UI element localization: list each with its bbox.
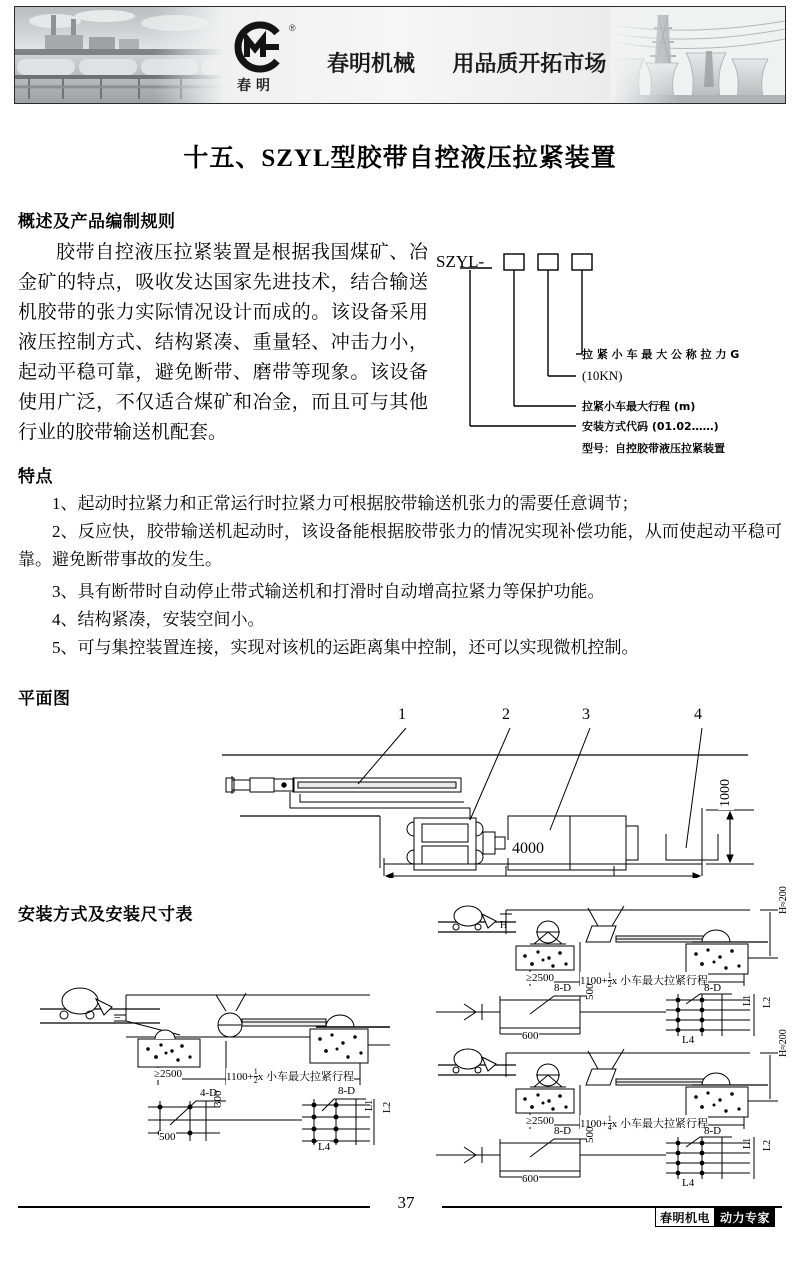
install-l4: L4 bbox=[318, 1141, 331, 1153]
slogan-tagline: 用品质开拓市场 bbox=[452, 52, 607, 77]
formula-numerator: 1 bbox=[607, 1114, 612, 1123]
page-number: 37 bbox=[370, 1193, 442, 1213]
install-l1: L1 bbox=[742, 1137, 753, 1149]
registered-trademark-icon: ® bbox=[289, 23, 296, 33]
install-bolt-right: 8-D bbox=[704, 982, 722, 994]
formula-suffix: x 小车最大拉紧行程 bbox=[611, 1118, 709, 1130]
feature-item-2 bbox=[18, 518, 782, 574]
install-heading: 安装方式及安装尺寸表 bbox=[18, 905, 193, 925]
feature-item-3 bbox=[18, 578, 782, 606]
feature-item-5 bbox=[18, 634, 782, 662]
feature-text: 5、可与集控装置连接，实现对该机的运距离集中控制，还可以实现微机控制。 bbox=[52, 638, 639, 657]
install-dim-formula bbox=[580, 1115, 708, 1132]
install-dim-min: ≥2500 bbox=[526, 1115, 555, 1127]
company-logo bbox=[211, 21, 329, 99]
feature-text: 3、具有断带时自动停止带式输送机和打滑时自动增高拉紧力等保护功能。 bbox=[52, 582, 605, 601]
plan-callout-4: 4 bbox=[694, 706, 702, 723]
install-l1: L1 bbox=[364, 1099, 375, 1111]
install-bolt-left: 4-D bbox=[200, 1087, 218, 1099]
install-l4: L4 bbox=[682, 1177, 695, 1189]
overview-heading: 概述及产品编制规则 bbox=[18, 212, 176, 232]
install-base-width: 500 bbox=[159, 1131, 176, 1143]
install-base-depth: 300 bbox=[212, 1090, 224, 1107]
formula-numerator: 1 bbox=[607, 971, 612, 980]
install-dim-formula bbox=[580, 972, 708, 989]
model-line-unit: (10KN) bbox=[582, 368, 623, 383]
formula-denominator: 2 bbox=[253, 1076, 258, 1085]
cm-monogram-icon bbox=[225, 21, 285, 73]
formula-denominator: 2 bbox=[607, 980, 612, 989]
install-diagram-left bbox=[30, 965, 400, 1153]
plan-view-heading: 平面图 bbox=[18, 689, 71, 709]
install-h-mark: H bbox=[500, 920, 508, 931]
install-l2: L2 bbox=[762, 1139, 773, 1151]
install-height-label: H≈200 bbox=[778, 1029, 789, 1057]
install-l4: L4 bbox=[682, 1034, 695, 1046]
feature-text: 2、反应快，胶带输送机起动时，该设备能根据胶带张力的情况实现补偿功能，从而使起动平稳可靠。避免断带事故的发生。 bbox=[18, 522, 782, 569]
formula-numerator: 1 bbox=[253, 1067, 258, 1076]
install-l1: L1 bbox=[742, 994, 753, 1006]
feature-item-4 bbox=[18, 606, 782, 634]
slogan-brand: 春明机械 bbox=[327, 52, 416, 77]
footer-badge bbox=[655, 1207, 775, 1227]
formula-suffix: x 小车最大拉紧行程 bbox=[257, 1071, 355, 1083]
feature-item-1 bbox=[18, 490, 782, 518]
install-diagram-right-bottom bbox=[430, 1029, 792, 1195]
plan-callout-3: 3 bbox=[582, 706, 590, 723]
install-bolt-left: 8-D bbox=[554, 982, 572, 994]
plan-callout-2: 2 bbox=[502, 706, 510, 723]
install-l2: L2 bbox=[382, 1101, 393, 1113]
install-dim-formula bbox=[226, 1068, 354, 1085]
install-height-label: H≈200 bbox=[778, 886, 789, 914]
banner-slogan bbox=[327, 47, 627, 78]
install-l2: L2 bbox=[762, 996, 773, 1008]
plan-dimension-vertical: 1000 bbox=[718, 776, 734, 810]
page-title: 十五、SZYL型胶带自控液压拉紧装置 bbox=[183, 145, 617, 172]
formula-prefix: 1100+ bbox=[226, 1071, 254, 1083]
formula-suffix: x 小车最大拉紧行程 bbox=[611, 975, 709, 987]
feature-text: 1、起动时拉紧力和正常运行时拉紧力可根据胶带输送机张力的需要任意调节； bbox=[52, 494, 639, 513]
model-line-install-code: 安装方式代码 (01.02……) bbox=[582, 420, 719, 433]
footer-badge-tagline: 动力专家 bbox=[715, 1207, 775, 1227]
install-diagram-right-top bbox=[430, 886, 792, 1050]
overview-body bbox=[18, 238, 428, 448]
feature-text: 4、结构紧凑，安装空间小。 bbox=[52, 610, 265, 629]
formula-prefix: 1100+ bbox=[580, 1118, 608, 1130]
install-base-width: 600 bbox=[522, 1173, 539, 1185]
footer-badge-company: 春明机电 bbox=[655, 1207, 715, 1227]
model-line-type: 型号：自控胶带液压拉紧装置 bbox=[582, 442, 725, 455]
industrial-pipeline-photo bbox=[15, 7, 225, 103]
install-equal-mark: = bbox=[114, 1009, 121, 1023]
install-bolt-right: 8-D bbox=[338, 1085, 356, 1097]
model-code-diagram bbox=[434, 248, 790, 466]
model-line-tension: 拉 紧 小 车 最 大 公 称 拉 力 G bbox=[582, 348, 740, 361]
plan-callout-1: 1 bbox=[398, 706, 406, 723]
install-base-depth: 500 bbox=[584, 983, 596, 1000]
plan-dimension-horizontal: 4000 bbox=[506, 840, 550, 858]
features-heading: 特点 bbox=[18, 467, 53, 487]
install-base-width: 600 bbox=[522, 1030, 539, 1042]
cooling-towers-photo bbox=[610, 7, 785, 103]
formula-prefix: 1100+ bbox=[580, 975, 608, 987]
plan-view-diagram bbox=[18, 698, 782, 878]
logo-company-name: 春明 bbox=[237, 78, 275, 94]
header-banner bbox=[14, 6, 786, 104]
overview-paragraph: 胶带自控液压拉紧装置是根据我国煤矿、冶金矿的特点，吸收发达国家先进技术，结合输送机胶带的张力实际情况设计而成的。该设备采用液压控制方式、结构紧凑、重量轻、冲击力小，起动平稳可靠，避免断带、磨带等现象。该设备使用广泛，不仅适合煤矿和冶金，而且可与其他行业的胶带输送机配套。 bbox=[18, 242, 428, 443]
install-dim-min: ≥2500 bbox=[154, 1068, 183, 1080]
install-bolt-right: 8-D bbox=[704, 1125, 722, 1137]
install-base-depth: 500 bbox=[584, 1126, 596, 1143]
model-prefix: SZYL- bbox=[436, 252, 485, 271]
formula-denominator: 4 bbox=[607, 1123, 612, 1132]
install-bolt-left: 8-D bbox=[554, 1125, 572, 1137]
install-dim-min: ≥2500 bbox=[526, 972, 555, 984]
model-line-stroke: 拉紧小车最大行程 (m) bbox=[582, 400, 696, 413]
